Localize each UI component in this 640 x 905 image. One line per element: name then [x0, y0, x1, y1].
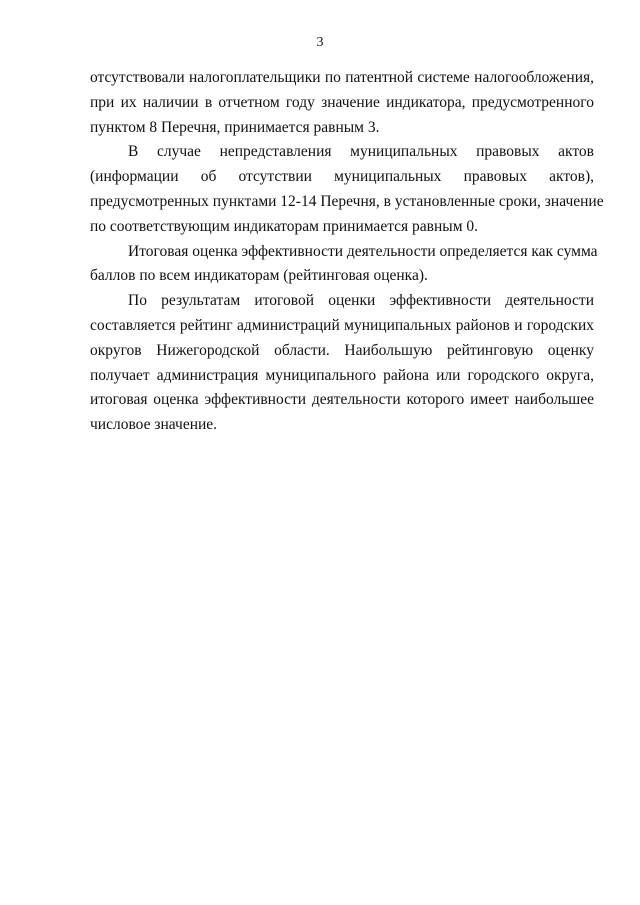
- text-line: числовое значение.: [90, 416, 218, 434]
- text-line: по соответствующим индикаторам принимается равным 0.: [90, 217, 479, 235]
- text-line: итоговая оценка эффективности деятельности которого имеет наибольшее: [90, 391, 594, 409]
- text-line: предусмотренных пунктами 12-14 Перечня, в установленные сроки, значение: [90, 192, 604, 210]
- document-body: [90, 66, 604, 438]
- text-line: По результатам итоговой оценки эффективности деятельности: [128, 292, 594, 310]
- paragraph-4: [90, 289, 594, 438]
- text-line: отсутствовали налогоплательщики по патентной системе налогообложения,: [90, 69, 594, 86]
- paragraph-2: [90, 140, 604, 239]
- paragraph-1: [90, 66, 594, 140]
- text-line: пунктом 8 Перечня, принимается равным 3.: [90, 118, 380, 136]
- text-line: получает администрация муниципального района или городского округа,: [90, 366, 594, 384]
- text-line: округов Нижегородской области. Наибольшую рейтинговую оценку: [90, 341, 594, 359]
- text-line: при их наличии в отчетном году значение индикатора, предусмотренного: [90, 93, 594, 111]
- paragraph-3: [90, 240, 598, 290]
- text-line: Итоговая оценка эффективности деятельности определяется как сумма: [128, 242, 598, 260]
- page-number: 3: [316, 35, 324, 50]
- text-line: баллов по всем индикаторам (рейтинговая оценка).: [90, 267, 428, 285]
- text-line: В случае непредставления муниципальных правовых актов: [128, 143, 594, 161]
- text-line: (информации об отсутствии муниципальных правовых актов),: [90, 168, 594, 186]
- text-line: составляется рейтинг администраций муниципальных районов и городских: [90, 316, 594, 334]
